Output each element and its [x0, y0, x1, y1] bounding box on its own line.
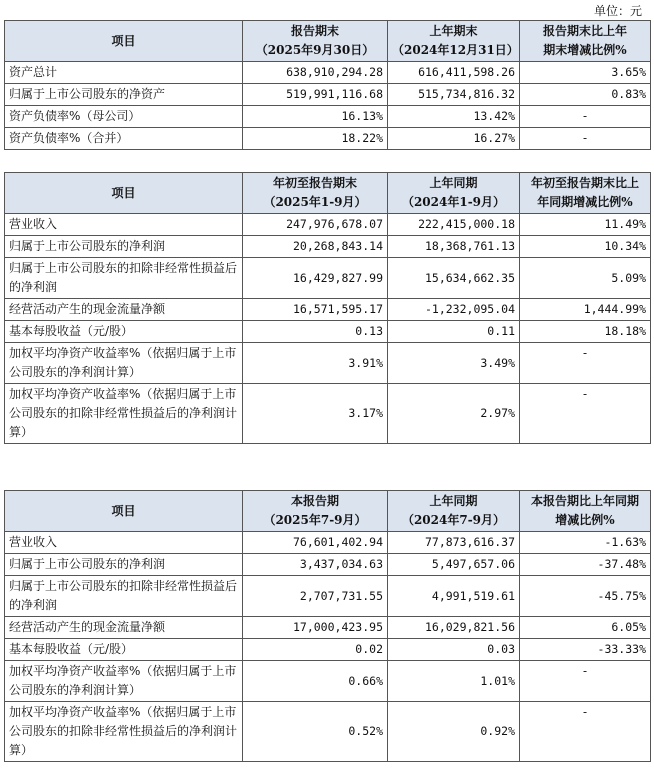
row-change: -37.48% [520, 554, 651, 576]
row-current: 0.52% [243, 702, 388, 762]
row-label: 加权平均净资产收益率%（依据归属于上市公司股东的扣除非经常性损益后的净利润计算） [5, 384, 243, 444]
row-current: 0.13 [243, 321, 388, 343]
header-prior [388, 491, 520, 532]
header-change-line1: 年初至报告期末比上 [530, 176, 639, 190]
table-row [5, 321, 651, 343]
row-label: 基本每股收益（元/股） [5, 321, 243, 343]
row-label: 归属于上市公司股东的扣除非经常性损益后的净利润 [5, 576, 243, 617]
row-change: 1,444.99% [520, 299, 651, 321]
row-current: 2,707,731.55 [243, 576, 388, 617]
row-prior: 15,634,662.35 [388, 258, 520, 299]
header-current-line1: 报告期末 [290, 24, 339, 38]
row-label: 资产负债率%（合并） [5, 128, 243, 150]
table-row [5, 84, 651, 106]
ytd-income-table [4, 172, 651, 444]
header-current [243, 173, 388, 214]
row-label: 归属于上市公司股东的净利润 [5, 554, 243, 576]
header-current-line1: 本报告期 [290, 494, 339, 508]
row-change: -33.33% [520, 639, 651, 661]
header-current [243, 21, 388, 62]
unit-label: 单位：元 [593, 4, 642, 18]
table-row [5, 236, 651, 258]
table-row [5, 62, 651, 84]
row-change: 0.83% [520, 84, 651, 106]
row-current: 247,976,678.07 [243, 214, 388, 236]
row-label: 营业收入 [5, 532, 243, 554]
header-change [520, 173, 651, 214]
row-current: 0.66% [243, 661, 388, 702]
row-current: 0.02 [243, 639, 388, 661]
header-item: 项目 [5, 173, 243, 214]
row-prior: 18,368,761.13 [388, 236, 520, 258]
table-row [5, 576, 651, 617]
row-label: 归属于上市公司股东的净资产 [5, 84, 243, 106]
header-change-line2: 年同期增减比例% [537, 195, 633, 209]
row-label: 加权平均净资产收益率%（依据归属于上市公司股东的净利润计算） [5, 661, 243, 702]
row-current: 20,268,843.14 [243, 236, 388, 258]
table-row [5, 299, 651, 321]
table-row [5, 106, 651, 128]
header-prior-line1: 上年期末 [429, 24, 478, 38]
row-prior: 0.03 [388, 639, 520, 661]
row-label: 归属于上市公司股东的净利润 [5, 236, 243, 258]
row-prior: 13.42% [388, 106, 520, 128]
row-prior: 3.49% [388, 343, 520, 384]
row-change: - [520, 702, 651, 762]
row-label: 资产负债率%（母公司） [5, 106, 243, 128]
row-current: 16.13% [243, 106, 388, 128]
row-change: - [520, 384, 651, 444]
header-current [243, 491, 388, 532]
row-current: 638,910,294.28 [243, 62, 388, 84]
row-current: 3,437,034.63 [243, 554, 388, 576]
row-prior: 4,991,519.61 [388, 576, 520, 617]
balance-table [4, 20, 651, 150]
row-current: 18.22% [243, 128, 388, 150]
table-row [5, 702, 651, 762]
header-prior [388, 21, 520, 62]
row-label: 经营活动产生的现金流量净额 [5, 299, 243, 321]
row-change: -1.63% [520, 532, 651, 554]
row-change: - [520, 661, 651, 702]
row-prior: -1,232,095.04 [388, 299, 520, 321]
row-prior: 0.92% [388, 702, 520, 762]
row-prior: 2.97% [388, 384, 520, 444]
table-header-row [5, 21, 651, 62]
table-row [5, 258, 651, 299]
header-prior-line1: 上年同期 [429, 176, 478, 190]
table-row [5, 554, 651, 576]
row-prior: 515,734,816.32 [388, 84, 520, 106]
row-prior: 16,029,821.56 [388, 617, 520, 639]
row-current: 76,601,402.94 [243, 532, 388, 554]
row-current: 17,000,423.95 [243, 617, 388, 639]
header-prior-line2: （2024年7-9月） [401, 513, 506, 527]
row-change: 3.65% [520, 62, 651, 84]
row-prior: 77,873,616.37 [388, 532, 520, 554]
table-row [5, 343, 651, 384]
table-row [5, 639, 651, 661]
row-label: 营业收入 [5, 214, 243, 236]
table-row [5, 661, 651, 702]
header-prior-line2: （2024年1-9月） [401, 195, 506, 209]
row-change: - [520, 128, 651, 150]
row-change: 11.49% [520, 214, 651, 236]
table-row [5, 384, 651, 444]
header-change-line1: 报告期末比上年 [542, 24, 627, 38]
row-prior: 5,497,657.06 [388, 554, 520, 576]
row-label: 加权平均净资产收益率%（依据归属于上市公司股东的净利润计算） [5, 343, 243, 384]
row-change: 10.34% [520, 236, 651, 258]
header-change-line2: 增减比例% [555, 513, 615, 527]
row-prior: 222,415,000.18 [388, 214, 520, 236]
row-current: 3.91% [243, 343, 388, 384]
row-change: 5.09% [520, 258, 651, 299]
header-prior-line1: 上年同期 [429, 494, 478, 508]
header-prior-line2: （2024年12月31日） [392, 43, 519, 57]
table-row [5, 617, 651, 639]
table-row [5, 214, 651, 236]
row-current: 16,429,827.99 [243, 258, 388, 299]
row-change: - [520, 106, 651, 128]
row-prior: 0.11 [388, 321, 520, 343]
header-change-line1: 本报告期比上年同期 [530, 494, 639, 508]
header-prior [388, 173, 520, 214]
row-prior: 616,411,598.26 [388, 62, 520, 84]
row-change: -45.75% [520, 576, 651, 617]
header-current-line1: 年初至报告期末 [272, 176, 357, 190]
header-item: 项目 [5, 21, 243, 62]
row-current: 3.17% [243, 384, 388, 444]
quarter-income-table [4, 490, 651, 762]
header-current-line2: （2025年1-9月） [263, 195, 367, 209]
table-row [5, 128, 651, 150]
table-header-row [5, 491, 651, 532]
row-label: 基本每股收益（元/股） [5, 639, 243, 661]
header-current-line2: （2025年7-9月） [263, 513, 367, 527]
row-label: 经营活动产生的现金流量净额 [5, 617, 243, 639]
header-change [520, 21, 651, 62]
header-current-line2: （2025年9月30日） [255, 43, 375, 57]
row-prior: 16.27% [388, 128, 520, 150]
row-label: 资产总计 [5, 62, 243, 84]
header-change [520, 491, 651, 532]
table-header-row [5, 173, 651, 214]
row-label: 归属于上市公司股东的扣除非经常性损益后的净利润 [5, 258, 243, 299]
row-change: - [520, 343, 651, 384]
row-label: 加权平均净资产收益率%（依据归属于上市公司股东的扣除非经常性损益后的净利润计算） [5, 702, 243, 762]
row-prior: 1.01% [388, 661, 520, 702]
row-change: 18.18% [520, 321, 651, 343]
table-row [5, 532, 651, 554]
row-current: 16,571,595.17 [243, 299, 388, 321]
row-current: 519,991,116.68 [243, 84, 388, 106]
row-change: 6.05% [520, 617, 651, 639]
header-change-line2: 期末增减比例% [543, 43, 627, 57]
header-item: 项目 [5, 491, 243, 532]
